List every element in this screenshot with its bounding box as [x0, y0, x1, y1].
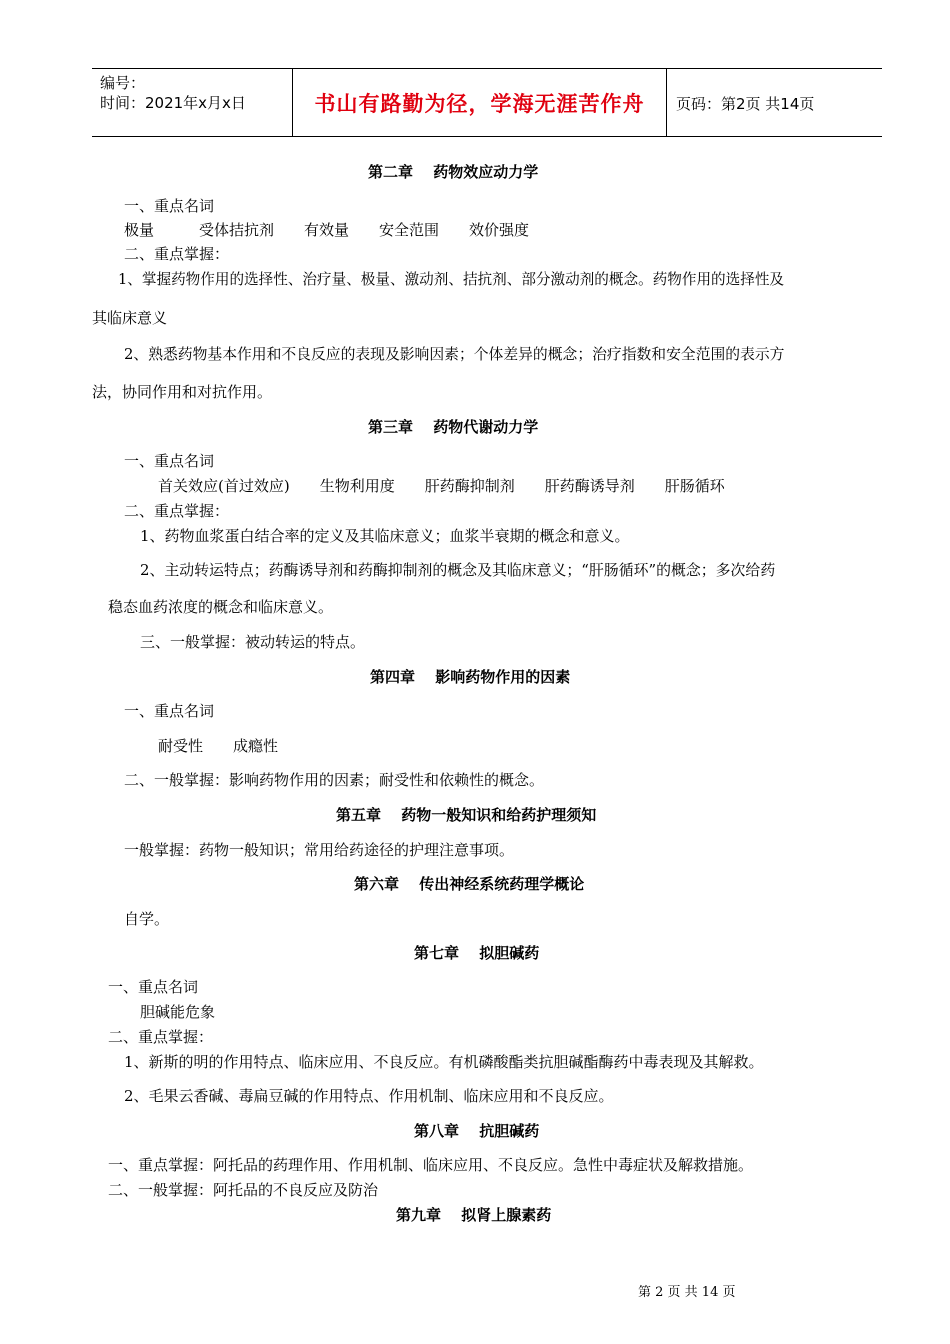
motto: 书山有路勤为径，学海无涯苦作舟 [314, 91, 645, 116]
paragraph-line: 2、主动转运特点；药酶诱导剂和药酶抑制剂的概念及其临床意义；“肝肠循环”的概念；多次给药 [140, 561, 776, 579]
paragraph-line: 三、一般掌握：被动转运的特点。 [140, 633, 366, 651]
section-heading: 二、重点掌握： [124, 502, 230, 520]
chapter-title: 第八章 抗胆碱药 [414, 1122, 540, 1140]
divider [666, 69, 667, 136]
page-footer: 第 2 页 共 14 页 [638, 1285, 736, 1300]
paragraph-line: 1、新斯的明的作用特点、临床应用、不良反应。有机磷酸酯类抗胆碱酯酶药中毒表现及其解救。 [124, 1053, 764, 1071]
paragraph-line: 1、药物血浆蛋白结合率的定义及其临床意义；血浆半衰期的概念和意义。 [140, 527, 630, 545]
section-heading: 一、重点名词 [124, 197, 215, 215]
paragraph-line: 二、一般掌握：阿托品的不良反应及防治 [108, 1181, 379, 1199]
section-heading: 一、重点名词 [108, 978, 199, 996]
term-list: 耐受性 成瘾性 [158, 737, 279, 755]
paragraph-line: 自学。 [124, 910, 170, 928]
section-heading: 二、重点掌握： [108, 1028, 214, 1046]
paragraph-line: 2、熟悉药物基本作用和不良反应的表现及影响因素；个体差异的概念；治疗指数和安全范围的表示方 [124, 346, 785, 363]
page-info: 页码：第2页 共14页 [676, 95, 815, 113]
chapter-title: 第九章 拟肾上腺素药 [396, 1206, 552, 1224]
header-meta [100, 73, 246, 113]
paragraph-line: 1、掌握药物作用的选择性、治疗量、极量、激动剂、拮抗剂、部分激动剂的概念。药物作用的选择性及 [118, 271, 785, 288]
chapter-title: 第三章 药物代谢动力学 [368, 418, 539, 436]
section-heading: 一、重点名词 [124, 702, 215, 720]
section-heading: 二、重点掌握： [124, 245, 230, 263]
chapter-title: 第四章 影响药物作用的因素 [370, 668, 571, 686]
term-list: 首关效应(首过效应) 生物利用度 肝药酶抑制剂 肝药酶诱导剂 肝肠循环 [158, 477, 725, 495]
section-heading: 一、重点名词 [124, 452, 215, 470]
paragraph-line: 一般掌握：药物一般知识；常用给药途径的护理注意事项。 [124, 841, 515, 859]
paragraph-line: 二、一般掌握：影响药物作用的因素；耐受性和依赖性的概念。 [124, 771, 545, 789]
paragraph-line: 一、重点掌握：阿托品的药理作用、作用机制、临床应用、不良反应。急性中毒症状及解救措施。 [108, 1156, 754, 1174]
chapter-title: 第二章 药物效应动力学 [368, 163, 539, 181]
chapter-title: 第五章 药物一般知识和给药护理须知 [336, 806, 597, 824]
paragraph-line: 2、毛果云香碱、毒扁豆碱的作用特点、作用机制、临床应用和不良反应。 [124, 1087, 614, 1105]
chapter-title: 第六章 传出神经系统药理学概论 [354, 875, 585, 893]
header-table [92, 68, 882, 137]
paragraph-line: 稳态血药浓度的概念和临床意义。 [108, 598, 334, 616]
paragraph-line: 法，协同作用和对抗作用。 [92, 383, 273, 401]
paragraph-line: 其临床意义 [92, 309, 168, 327]
number-label: 编号： [100, 74, 146, 92]
time-label: 时间：2021年x月x日 [100, 94, 246, 112]
chapter-title: 第七章 拟胆碱药 [414, 944, 540, 962]
term-list: 胆碱能危象 [140, 1003, 216, 1021]
term-list: 极量 受体拮抗剂 有效量 安全范围 效价强度 [124, 221, 530, 239]
